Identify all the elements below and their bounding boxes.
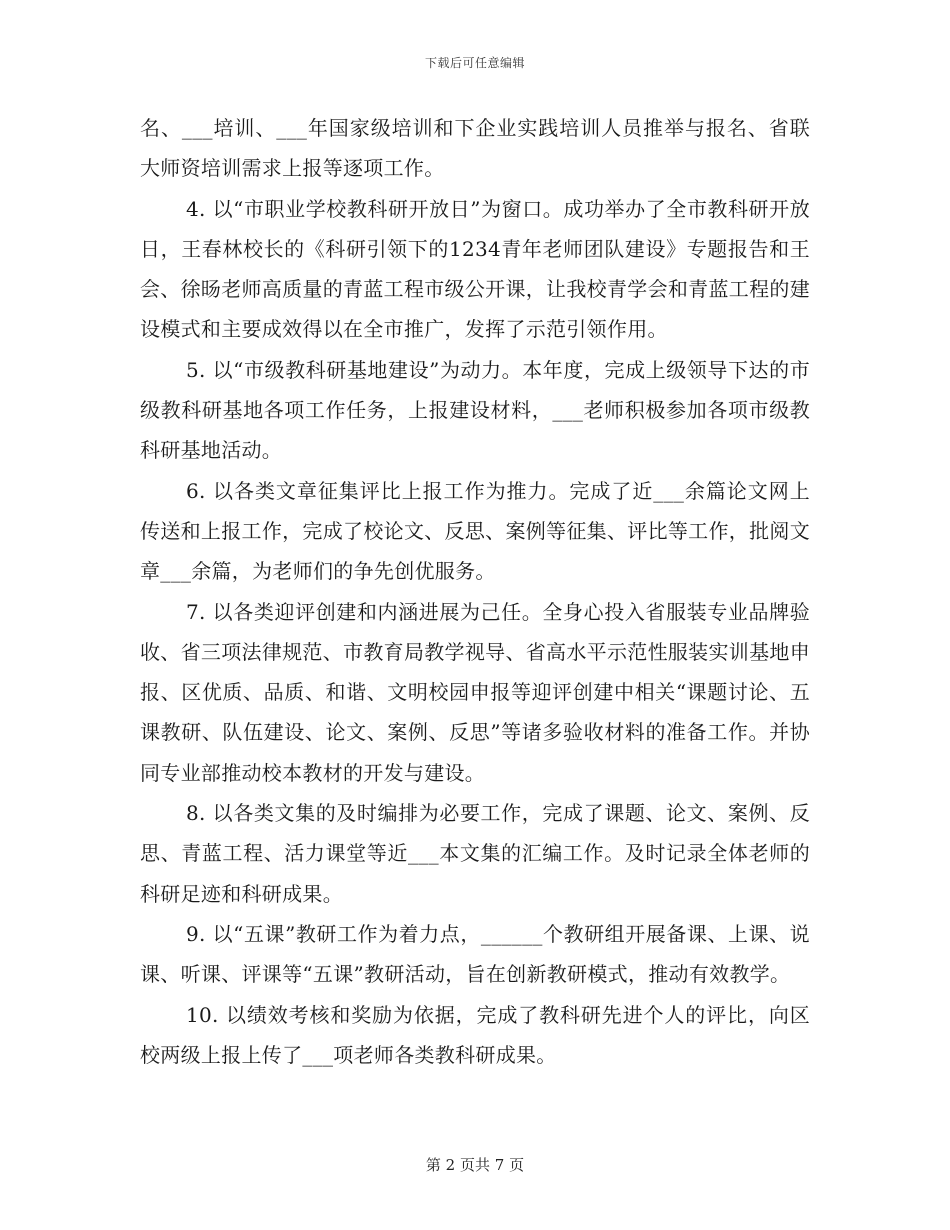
paragraph-item-5: 5. 以“市级教科研基地建设”为动力。本年度，完成上级领导下达的市级教科研基地各项工作任务，上报建设材料，___老师积极参加各项市级教科研基地活动。: [140, 357, 810, 463]
document-body: [140, 108, 810, 1075]
page-header-note: 下载后可任意编辑: [424, 56, 525, 70]
paragraph-item-8: 8. 以各类文集的及时编排为必要工作，完成了课题、论文、案例、反思、青蓝工程、活力课堂等近___本文集的汇编工作。及时记录全体老师的科研足迹和科研成果。: [140, 801, 810, 906]
paragraph-item-9: 9. 以“五课”教研工作为着力点，______个教研组开展备课、上课、说课、听课、评课等“五课”教研活动，旨在创新教研模式，推动有效教学。: [140, 921, 810, 987]
paragraph-item-4: 4. 以“市职业学校教科研开放日”为窗口。成功举办了全市教科研开放日，王春林校长的《科研引领下的1234青年老师团队建设》专题报告和王会、徐旸老师高质量的青蓝工程市级公开课，让我校青学会和青蓝工程的建设模式和主要成效得以在全市推广，发挥了示范引领作用。: [140, 196, 810, 342]
paragraph-item-10: 10. 以绩效考核和奖励为依据，完成了教科研先进个人的评比，向区校两级上报上传了___项老师各类教科研成果。: [140, 1002, 810, 1067]
paragraph-item-7: 7. 以各类迎评创建和内涵进展为己任。全身心投入省服装专业品牌验收、省三项法律规范、市教育局教学视导、省高水平示范性服装实训基地申报、区优质、品质、和谐、文明校园申报等迎评创建中相关“课题讨论、五课教研、队伍建设、论文、案例、反思”等诸多验收材料的准备工作。并协同专业部推动校本教材的开发与建设。: [140, 599, 810, 785]
paragraph-item-6: 6. 以各类文章征集评比上报工作为推力。完成了近___余篇论文网上传送和上报工作，完成了校论文、反思、案例等征集、评比等工作，批阅文章___余篇，为老师们的争先创优服务。: [140, 478, 810, 584]
page-number-footer: 第 2 页共 7 页: [425, 1156, 525, 1174]
paragraph-continuation: 名、___培训、___年国家级培训和下企业实践培训人员推举与报名、省联大师资培训需求上报等逐项工作。: [140, 116, 810, 181]
